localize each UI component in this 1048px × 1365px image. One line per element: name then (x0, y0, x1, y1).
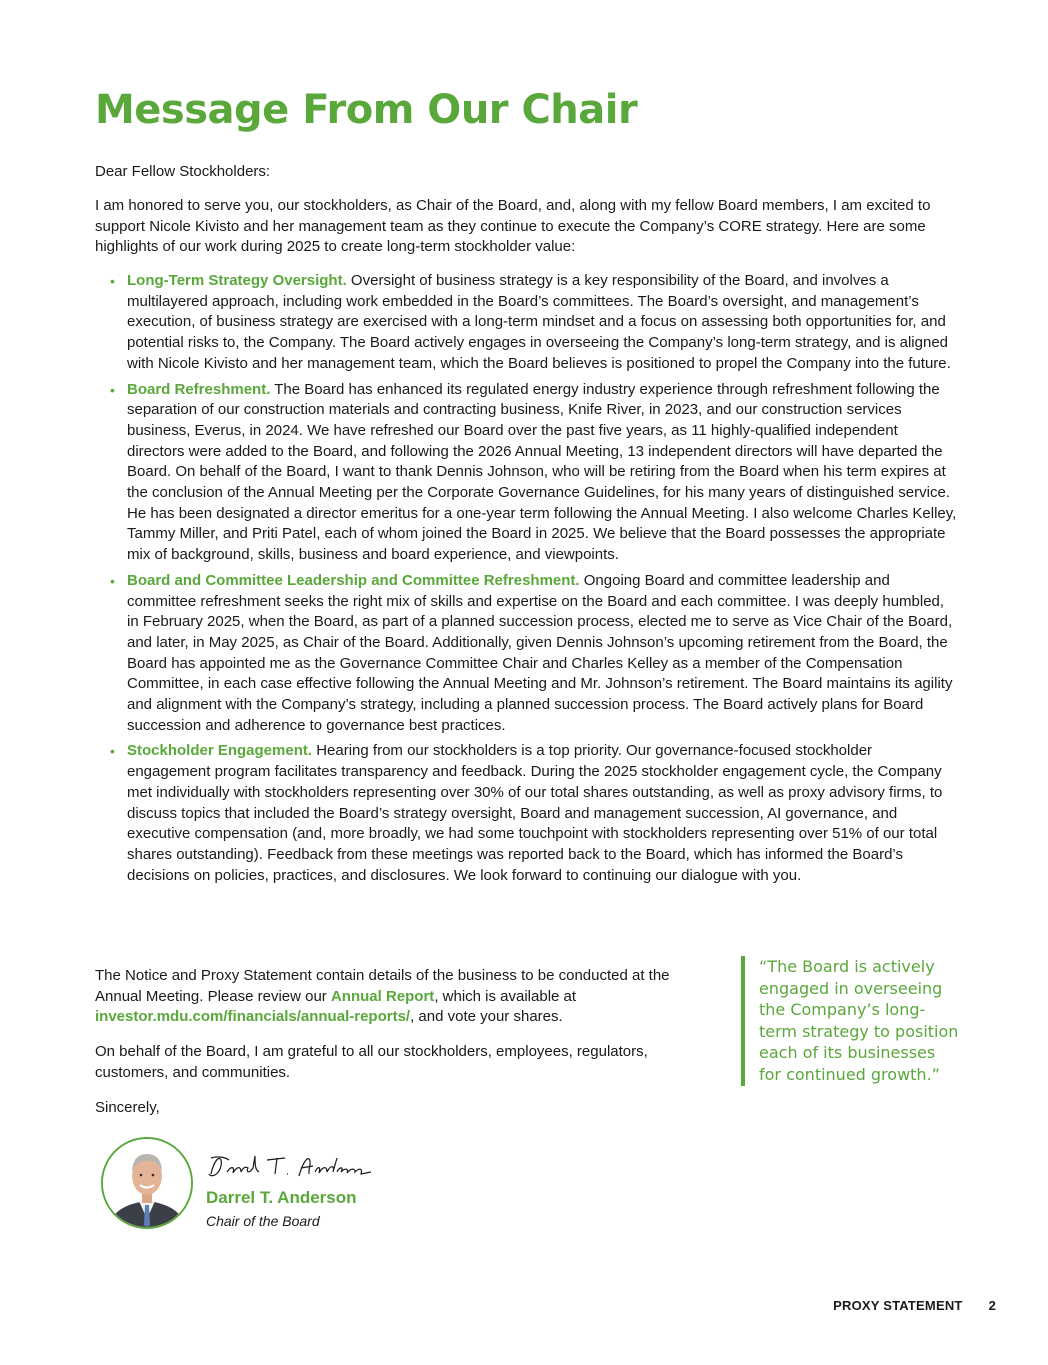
list-item (95, 571, 957, 737)
sign-off: Sincerely, (95, 1098, 160, 1116)
closing-text: , which is available at (434, 987, 577, 1005)
list-item (95, 271, 957, 375)
pull-quote: “The Board is actively engaged in overseeing the Company’s long-term strategy to position each of its businesses for continued growth.” (741, 956, 961, 1086)
avatar (101, 1137, 193, 1229)
closing-paragraph-gratitude: On behalf of the Board, I am grateful to all our stockholders, employees, regulators, customers, and communities. (95, 1043, 648, 1081)
bullet-text: Oversight of business strategy is a key responsibility of the Board, and involves a multilayered approach, including work embedded in the Board’s committees. The Board’s oversight, and management’s execution, of business strategy are exercised with a long-term mindset and a focus on assessing both opportunities for, and potential risks to, the Company. The Board actively engages in overseeing the Company’s long-term strategy, and is aligned with Nicole Kivisto and her management team, which the Board believes is positioned to propel the Company into the future. (127, 272, 951, 372)
closing-paragraph-review (95, 966, 715, 1028)
intro-paragraph: I am honored to serve you, our stockholders, as Chair of the Board, and, along with my fellow Board members, I am excited to support Nicole Kivisto and her management team as they continue to execute the Company’s CORE strategy. Here are some highlights of our work during 2025 to create long-term stockholder value: (95, 197, 931, 256)
signer-role: Chair of the Board (206, 1213, 320, 1229)
annual-report-link[interactable]: Annual Report (330, 987, 435, 1005)
bullet-lead: Board and Committee Leadership and Committee Refreshment. (127, 571, 580, 589)
highlights-list (95, 271, 957, 891)
bullet-text: Hearing from our stockholders is a top priority. Our governance-focused stockholder engagement program facilitates transparency and feedback. During the 2025 stockholder engagement cycle, the Company met individually with stockholders representing over 30% of our total shares outstanding, as well as proxy advisory firms, to discuss topics that included the Board’s strategy oversight, Board and management succession, AI governance, and executive compensation (and, more broadly, we had some touchpoint with stockholders representing over 51% of our total shares outstanding). Feedback from these meetings was reported back to the Board, which has informed the Board’s decisions on policies, practices, and disclosures. We look forward to continuing our dialogue with you. (127, 742, 943, 884)
closing-text: The Notice and Proxy Statement contain details of the business to be conducted at the Annual Meeting. Please review our (95, 967, 670, 1005)
bullet-lead: Board Refreshment. (127, 380, 271, 398)
footer-label: PROXY STATEMENT (833, 1298, 963, 1313)
annual-reports-url-link[interactable]: investor.mdu.com/financials/annual-reports/ (95, 1008, 411, 1026)
salutation: Dear Fellow Stockholders: (95, 163, 271, 180)
closing-text: , and vote your shares. (410, 1008, 563, 1026)
list-item (95, 741, 957, 886)
chair-portrait-photo (103, 1139, 191, 1227)
page-footer (833, 1298, 996, 1313)
signer-name: Darrel T. Anderson (206, 1188, 357, 1207)
page-number: 2 (988, 1298, 996, 1313)
bullet-lead: Stockholder Engagement. (127, 742, 313, 760)
signature-image (205, 1148, 375, 1182)
bullet-text: The Board has enhanced its regulated energy industry experience through refreshment following the separation of our construction materials and contracting business, Knife River, in 2023, and our construction services business, Everus, in 2024. We have refreshed our Board over the past five years, as 11 highly-qualified independent directors were added to the Board, and following the 2026 Annual Meeting, 13 independent directors will have departed the Board. On behalf of the Board, I want to thank Dennis Johnson, who will be retiring from the Board when his term expires at the conclusion of the Annual Meeting per the Corporate Governance Guidelines, for his many years of distinguished service. He has been designated a director emeritus for a one-year term following the Annual Meeting. I also welcome Charles Kelley, Tammy Miller, and Priti Patel, each of whom joined the Board in 2025. We believe that the Board possesses the appropriate mix of background, skills, business and board experience, and viewpoints. (127, 380, 957, 564)
bullet-lead: Long-Term Strategy Oversight. (127, 272, 347, 289)
bullet-text: Ongoing Board and committee leadership and committee refreshment seeks the right mix of skills and expertise on the Board and each committee. I was deeply humbled, in February 2025, when the Board, as part of a planned succession process, elected me to serve as Vice Chair of the Board, and later, in May 2025, as Chair of the Board. Additionally, given Dennis Johnson’s upcoming retirement from the Board, the Board has appointed me as the Governance Committee Chair and Charles Kelley as a member of the Compensation Committee, in each case effective following the Annual Meeting and Mr. Johnson’s retirement. The Board maintains its agility and alignment with the Company’s strategy, including a planned succession process. The Board actively plans for Board succession and adherence to governance best practices. (127, 571, 953, 734)
closing-section (95, 966, 715, 1132)
list-item (95, 380, 957, 566)
page-title: Message From Our Chair (95, 87, 638, 133)
